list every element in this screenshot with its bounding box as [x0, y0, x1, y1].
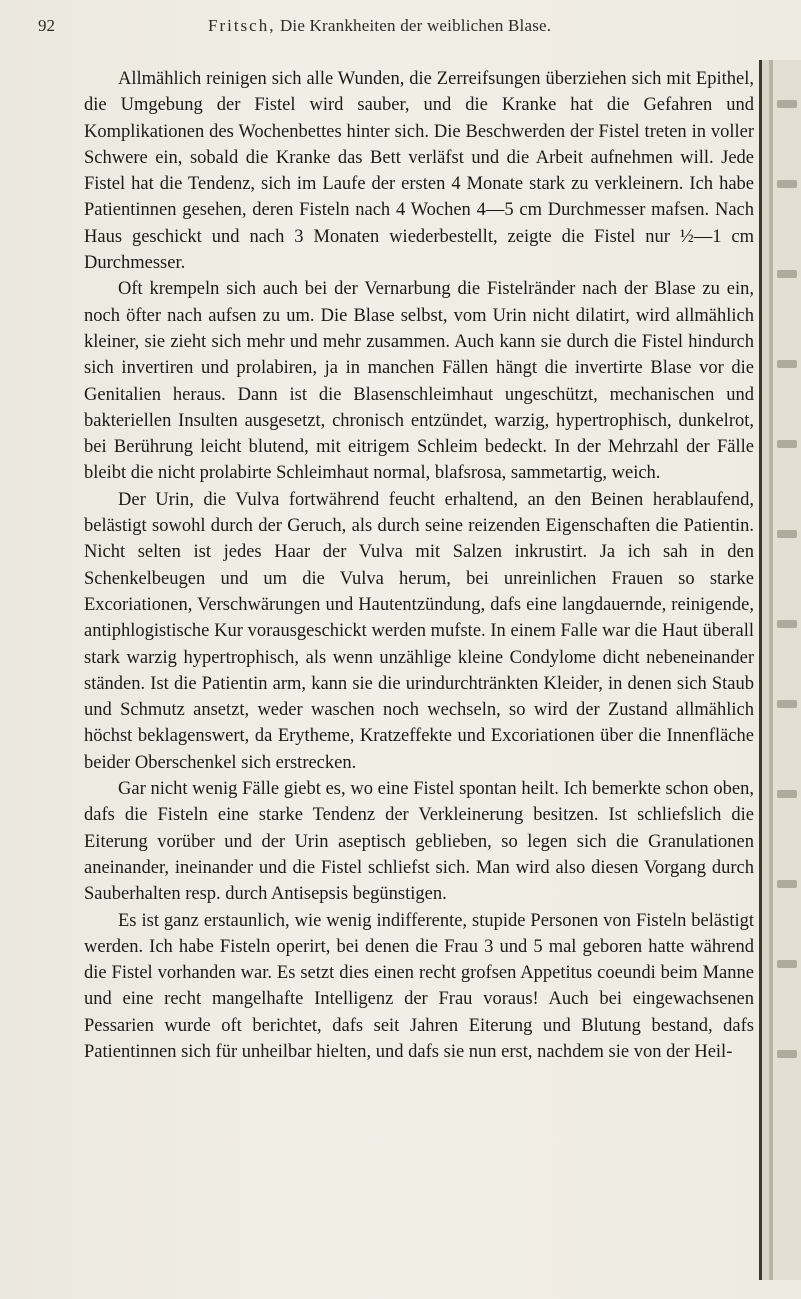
running-header	[32, 16, 741, 40]
paragraph-1: Allmählich reinigen sich alle Wunden, die Zerreifsungen überziehen sich mit Epithel, die Umgebung der Fistel wird sauber, und die Kranke hat die Gefahren und Komplikationen des Wochenbettes hinter sich. Die Beschwerden der Fistel treten in voller Schwere ein, sobald die Kranke das Bett verläfst und die Arbeit aufnehmen will. Jede Fistel hat die Tendenz, sich im Laufe der ersten 4 Monate stark zu verkleinern. Ich habe Patientinnen gesehen, deren Fisteln nach 4 Wochen 4—5 cm Durchmesser mafsen. Nach Haus geschickt und nach 3 Monaten wiederbestellt, zeigte die Fistel nur ½—1 cm Durchmesser.	[84, 69, 754, 274]
paragraph-5: Es ist ganz erstaunlich, wie wenig indifferente, stupide Personen von Fisteln belästigt werden. Ich habe Fisteln operirt, bei denen die Frau 3 und 5 mal geboren hatte während die Fistel vorhanden war. Es setzt dies einen recht grofsen Appetitus coeundi beim Manne und eine recht mangelhafte Intelligenz der Frau voraus! Auch bei eingewachsenen Pessarien wurde oft berichtet, dafs seit Jahren Eiterung und Blutung bestand, dafs Patientinnen sich für unheilbar hielten, und dafs sie nun erst, nachdem sie von der Heil-	[84, 910, 754, 1062]
page-number: 92	[38, 16, 55, 35]
paragraph-4: Gar nicht wenig Fälle giebt es, wo eine Fistel spontan heilt. Ich bemerkte schon oben, dafs die Fisteln eine starke Tendenz der Verkleinerung besitzen. Ist schliefslich die Eiterung vorüber und der Urin aseptisch geblieben, so legen sich die Granulationen aneinander, ineinander und die Fistel schliefst sich. Man wird also diesen Vorgang durch Sauberhalten resp. durch Antisepsis begünstigen.	[84, 779, 754, 905]
paragraph-2: Oft krempeln sich auch bei der Vernarbung die Fistelränder nach der Blase zu ein, noch öfter nach aufsen zu um. Die Blase selbst, vom Urin nicht dilatirt, wird allmählich kleiner, sie zieht sich mehr und mehr zusammen. Auch kann sie durch die Fistel hindurch sich invertiren und prolabiren, ja in manchen Fällen hängt die invertirte Blase vor die Genitalien heraus. Dann ist die Blasenschleimhaut ungeschützt, mechanischen und bakteriellen Insulten ausgesetzt, chronisch entzündet, warzig, hypertrophisch, dunkelrot, bei Berührung leicht blutend, mit eitrigem Schleim bedeckt. In der Mehrzahl der Fälle bleibt die nicht prolabirte Schleimhaut normal, blafsrosa, sammetartig, weich.	[84, 279, 754, 484]
running-title	[208, 16, 551, 36]
author-name: Fritsch,	[208, 16, 276, 35]
paragraph-3: Der Urin, die Vulva fortwährend feucht erhaltend, an den Beinen herablaufend, belästigt sowohl durch der Geruch, als durch seine reizenden Eigenschaften die Patientin. Nicht selten ist jedes Haar der Vulva mit Salzen inkrustirt. Ja ich sah in den Schenkelbeugen und um die Vulva herum, bei unreinlichen Frauen so starke Excoriationen, Verschwärungen und Hautentzündung, dafs eine langdauernde, reinigende, antiphlogistische Kur vorausgeschickt werden mufste. In einem Falle war die Haut überall stark warzig hypertrophisch, als wenn unzählige kleine Condylome dicht nebeneinander ständen. Ist die Patientin arm, kann sie die urindurchtränkten Kleider, in denen sich Staub und Schmutz ansetzt, weder waschen noch wechseln, so wird der Zustand allmählich höchst beklagenswert, da Erytheme, Kratzeffekte und Excoriationen über die Innenfläche beider Oberschenkel sich erstrecken.	[84, 489, 754, 773]
body-text	[84, 66, 754, 1065]
facing-page-edge	[759, 60, 801, 1280]
chapter-title: Die Krankheiten der weiblichen Blase.	[279, 16, 552, 35]
